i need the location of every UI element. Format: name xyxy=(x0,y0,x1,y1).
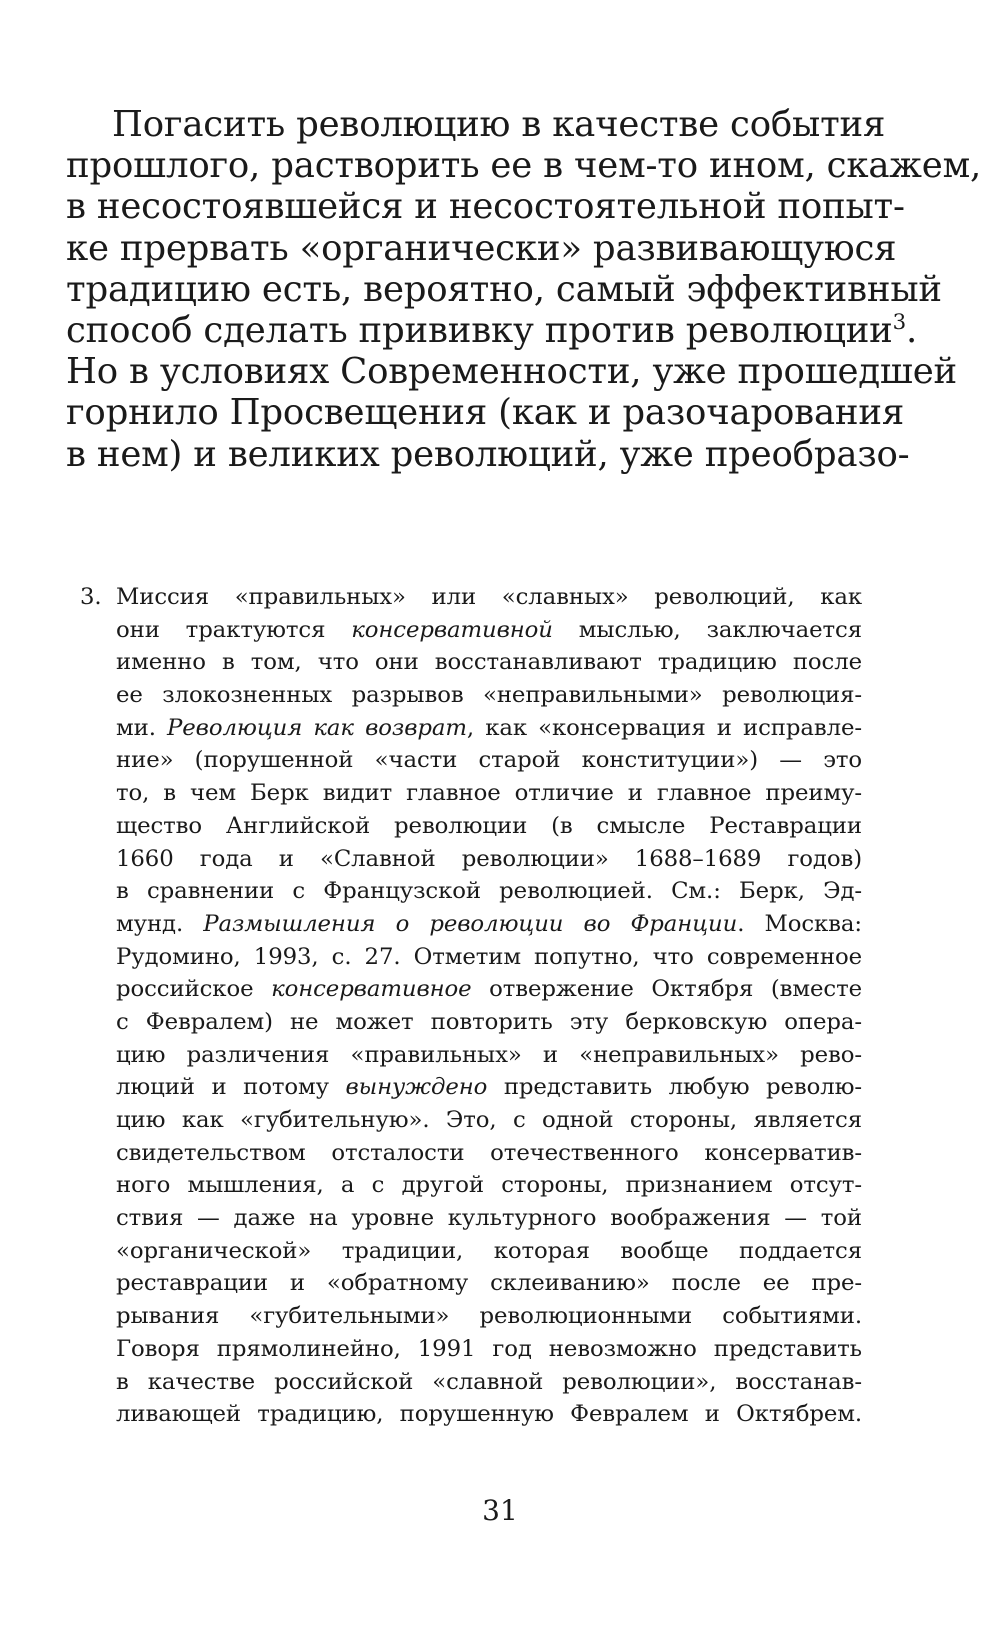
footnote-line: рывания «губительными» революционными событиями. xyxy=(116,1303,862,1330)
footnote-line: «органической» традиции, которая вообще поддается xyxy=(116,1237,862,1264)
main-line: Погасить революцию в качестве события xyxy=(112,104,886,145)
main-line: горнило Просвещения (как и разочарования xyxy=(66,392,905,434)
footnote-line: то, в чем Берк видит главное отличие и главное преиму- xyxy=(116,780,862,807)
footnote-text: мыслью, заключается xyxy=(552,616,862,643)
footnote-text: Миссия «правильных» или «славных» революций, как xyxy=(116,584,862,610)
main-line: Но в условиях Современности, уже прошедшей xyxy=(66,351,957,393)
main-line: в нем) и великих революций, уже преобразо- xyxy=(66,433,910,475)
main-line: в несостоявшейся и несостоятельной попыт- xyxy=(66,186,905,228)
footnote-line: цию различения «правильных» и «неправильных» рево- xyxy=(116,1041,862,1068)
footnote-line xyxy=(80,614,862,647)
footnote-line: ее злокозненных разрывов «неправильными» революция- xyxy=(116,682,862,709)
footnote-text: ми. xyxy=(116,714,168,741)
footnote-line: ного мышления, а с другой стороны, признанием отсут- xyxy=(116,1172,862,1199)
footnote-line xyxy=(80,581,862,614)
footnote-text: мунд. xyxy=(116,910,204,937)
footnote-line xyxy=(80,908,862,941)
footnote-italic: консервативной xyxy=(351,616,553,643)
main-line-text: способ сделать прививку против революции xyxy=(66,309,893,351)
footnote-text: отвержение Октября (вместе xyxy=(471,976,862,1003)
footnote-line: 1660 года и «Славной революции» 1688–1689 годов) xyxy=(116,845,862,872)
footnote-reference[interactable]: 3 xyxy=(892,310,906,336)
footnote-line: в качестве российской «славной революции», восстанав- xyxy=(116,1368,862,1395)
footnote-line: с Февралем) не может повторить эту берковскую опера- xyxy=(116,1008,862,1035)
footnote-line xyxy=(80,712,862,745)
footnote-line: цию как «губительную». Это, с одной стороны, является xyxy=(116,1107,862,1133)
footnote-italic: Революция как возврат xyxy=(167,714,467,741)
footnote-text: представить любую револю- xyxy=(487,1074,862,1101)
page-number: 31 xyxy=(482,1494,518,1527)
footnote-line: именно в том, что они восстанавливают традицию после xyxy=(116,649,862,676)
main-line xyxy=(66,309,918,351)
footnote-line: Рудомино, 1993, с. 27. Отметим попутно, что современное xyxy=(116,943,862,970)
footnote-line: Говоря прямолинейно, 1991 год невозможно представить xyxy=(116,1335,862,1362)
footnote xyxy=(80,581,862,1431)
footnote-italic: Размышления о революции во Франции xyxy=(203,910,738,937)
footnote-line: свидетельством отсталости отечественного консерватив- xyxy=(116,1139,862,1166)
footnote-text: люций и потому xyxy=(116,1074,346,1101)
footnote-italic: вынуждено xyxy=(345,1074,488,1101)
main-line: прошлого, растворить ее в чем-то ином, скажем, xyxy=(66,145,982,187)
footnote-line: ние» (порушенной «части старой конституции») — это xyxy=(116,747,862,774)
footnote-line: ствия — даже на уровне культурного воображения — той xyxy=(116,1205,862,1232)
footnote-text: российское xyxy=(116,976,272,1003)
main-paragraph xyxy=(66,104,982,475)
footnote-line: в сравнении с Французской революцией. См.: Берк, Эд- xyxy=(116,878,862,905)
footnote-text: , как «консервация и исправле- xyxy=(466,714,862,741)
main-line: ке прервать «органически» развивающуюся xyxy=(66,227,897,269)
footnote-line xyxy=(80,1071,862,1104)
main-line: традицию есть, вероятно, самый эффективный xyxy=(66,268,942,310)
footnote-line xyxy=(80,973,862,1006)
main-line-end: . xyxy=(905,309,918,351)
footnote-line: реставрации и «обратному склеиванию» после ее пре- xyxy=(116,1270,862,1297)
footnote-line: ливающей традицию, порушенную Февралем и Октябрем. xyxy=(116,1401,862,1428)
footnote-number: 3. xyxy=(80,584,102,610)
footnote-text: они трактуются xyxy=(116,616,352,643)
footnote-text: . Москва: xyxy=(737,910,862,937)
footnote-line: щество Английской революции (в смысле Реставрации xyxy=(116,812,862,839)
footnote-italic: консервативное xyxy=(271,976,472,1003)
